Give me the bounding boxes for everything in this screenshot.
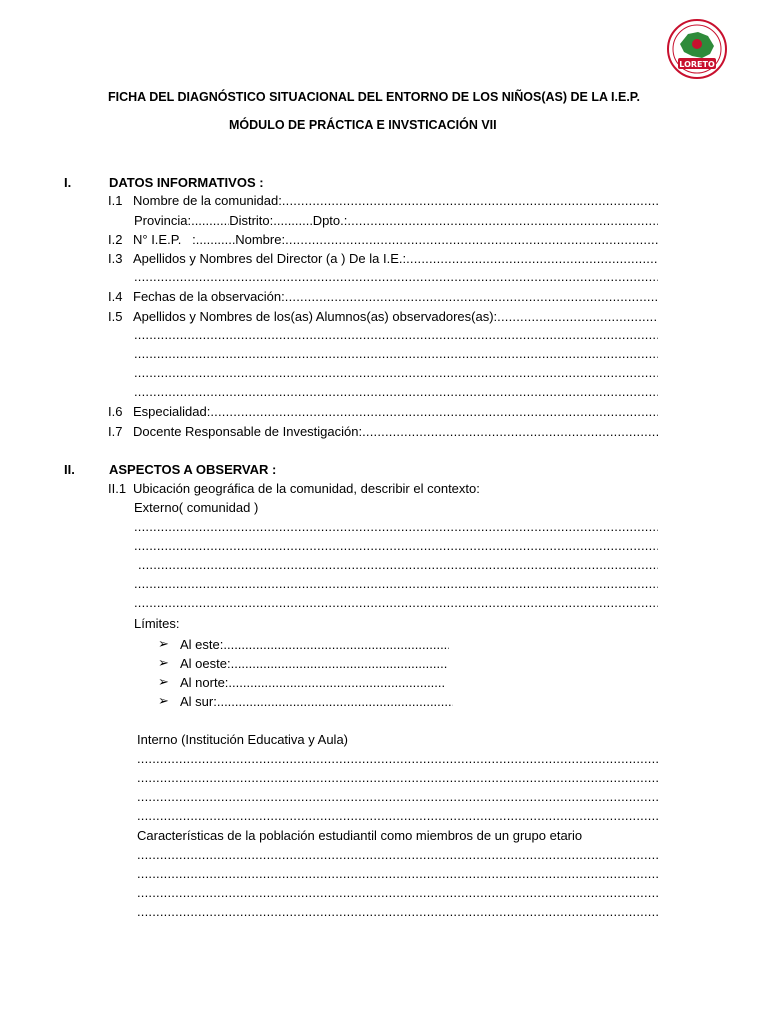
document-title: FICHA DEL DIAGNÓSTICO SITUACIONAL DEL ENTORNO DE LOS NIÑOS(AS) DE LA I.E.P. [108,90,640,104]
item-1-3-number: I.3 [108,251,123,266]
limite-oeste-blank[interactable] [231,656,447,671]
arrow-bullet-icon: ➢ [158,655,169,670]
provincia-label: Provincia: [134,213,192,228]
document-subtitle: MÓDULO DE PRÁCTICA E INVSTICACIÓN VII [229,118,497,132]
item-2-1-number: II.1 [108,481,127,496]
item-1-6 [108,403,658,421]
limite-norte [158,672,444,690]
item-1-4-number: I.4 [108,289,123,304]
item-1-4-label: Fechas de la observación: [133,289,285,304]
arrow-bullet-icon: ➢ [158,636,169,651]
item-1-7-blank[interactable] [362,423,658,441]
externo-blank-line[interactable] [138,557,658,575]
item-1-3-label: Apellidos y Nombres del Director (a ) De la I.E.: [133,251,407,266]
externo-blank-line[interactable] [134,576,658,594]
item-1-4-blank[interactable] [285,288,658,306]
item-1-3-blank-line[interactable] [134,269,658,287]
distrito-blank[interactable] [273,212,312,230]
item-1-7-label: Docente Responsable de Investigación: [133,424,363,439]
caracteristicas-blank-line[interactable] [137,885,658,903]
provincia-blank[interactable] [191,212,229,230]
interno-blank-line[interactable] [137,789,658,807]
externo-label: Externo( comunidad ) [134,500,259,515]
item-1-5-blank-line[interactable] [134,327,658,345]
nombre-blank[interactable] [285,231,658,249]
item-1-7-number: I.7 [108,424,123,439]
section-2-number: II. [64,462,75,477]
externo-blank-line[interactable] [134,538,658,556]
iep-number-blank[interactable] [196,231,235,249]
interno-label: Interno (Institución Educativa y Aula) [137,732,349,747]
item-1-1-label: Nombre de la comunidad: [133,193,282,208]
item-1-4 [108,288,658,306]
item-1-6-blank[interactable] [210,403,658,421]
caracteristicas-label: Características de la población estudiantil como miembros de un grupo etario [137,828,583,843]
caracteristicas-blank-line[interactable] [137,866,658,884]
interno-blank-line[interactable] [137,808,658,826]
loreto-seal-logo [666,18,728,80]
caracteristicas-blank-line[interactable] [137,847,658,865]
item-1-1-number: I.1 [108,193,123,208]
limites-label: Límites: [134,616,180,631]
section-2-heading: ASPECTOS A OBSERVAR : [109,462,277,477]
item-1-5-number: I.5 [108,309,123,324]
item-1-2-label: N° I.E.P. : [133,232,196,247]
item-1-5-label: Apellidos y Nombres de los(as) Alumnos(as) observadores(as): [133,309,498,324]
item-1-1-blank[interactable] [282,192,658,210]
item-2-1-label: Ubicación geográfica de la comunidad, describir el contexto: [133,481,480,496]
item-1-5 [108,308,658,326]
item-1-2-number: I.2 [108,232,123,247]
item-1-6-number: I.6 [108,404,123,419]
limite-este-blank[interactable] [223,637,449,652]
item-1-5-blank-line[interactable] [134,346,658,364]
item-1-3 [108,250,658,268]
externo-blank-line[interactable] [134,595,658,613]
limite-oeste [158,653,447,671]
limite-oeste-label: Al oeste: [180,656,231,671]
limite-sur-blank[interactable] [217,694,453,709]
limite-este-label: Al este: [180,637,224,652]
arrow-bullet-icon: ➢ [158,693,169,708]
item-1-3-blank[interactable] [406,250,658,268]
item-1-1 [108,192,658,210]
nombre-label: Nombre: [235,232,286,247]
item-1-5-blank-line[interactable] [134,384,658,402]
limite-norte-blank[interactable] [228,675,444,690]
section-1-heading: DATOS INFORMATIVOS : [109,175,264,190]
limite-norte-label: Al norte: [180,675,229,690]
limite-este [158,634,449,652]
distrito-label: Distrito: [229,213,274,228]
interno-blank-line[interactable] [137,751,658,769]
arrow-bullet-icon: ➢ [158,674,169,689]
item-1-5-blank[interactable] [497,308,658,326]
item-1-5-blank-line[interactable] [134,365,658,383]
section-1-number: I. [64,175,72,190]
item-1-2 [108,231,658,249]
caracteristicas-blank-line[interactable] [137,904,658,922]
item-1-1-location-row [134,212,658,230]
dpto-label: Dpto.: [312,213,348,228]
item-1-6-label: Especialidad: [133,404,211,419]
interno-blank-line[interactable] [137,770,658,788]
limite-sur [158,691,453,709]
item-2-1 [108,480,658,498]
logo-text: LORETO [679,60,715,69]
limite-sur-label: Al sur: [180,694,217,709]
externo-blank-line[interactable] [134,519,658,537]
item-1-7 [108,423,658,441]
dpto-blank[interactable] [347,212,658,230]
